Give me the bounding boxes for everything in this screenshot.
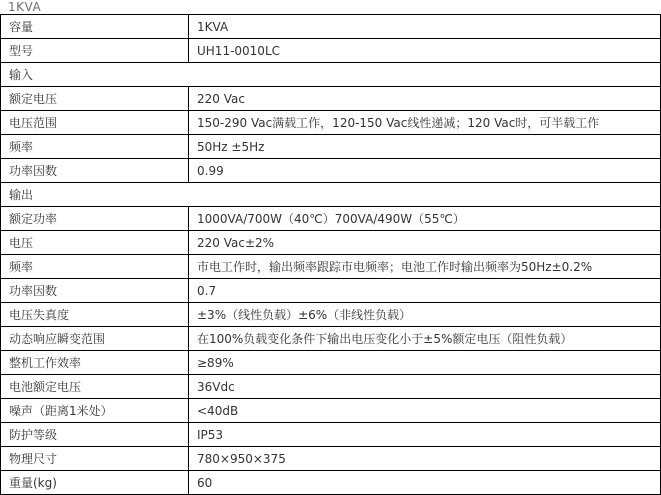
spec-value-cell: IP53 — [189, 423, 661, 447]
spec-row — [1, 279, 661, 303]
spec-value-cell: 150-290 Vac满载工作，120-150 Vac线性递减；120 Vac时，可半载工作 — [189, 111, 661, 135]
spec-row — [1, 39, 661, 63]
spec-table — [0, 14, 661, 495]
spec-label-cell: 额定电压 — [1, 87, 189, 111]
spec-row — [1, 351, 661, 375]
spec-label-cell: 动态响应瞬变范围 — [1, 327, 189, 351]
spec-label-cell: 整机工作效率 — [1, 351, 189, 375]
spec-value-cell: 在100%负载变化条件下输出电压变化小于±5%额定电压（阻性负载） — [189, 327, 661, 351]
spec-label-cell: 频率 — [1, 135, 189, 159]
spec-label-cell: 噪声（距离1米处） — [1, 399, 189, 423]
spec-row — [1, 159, 661, 183]
spec-row — [1, 447, 661, 471]
spec-label-cell: 电池额定电压 — [1, 375, 189, 399]
spec-row — [1, 471, 661, 495]
spec-value-cell: 220 Vac±2% — [189, 231, 661, 255]
spec-label-cell: 防护等级 — [1, 423, 189, 447]
spec-value-cell: ≥89% — [189, 351, 661, 375]
spec-label-cell: 功率因数 — [1, 279, 189, 303]
spec-value-cell: ±3%（线性负载）±6%（非线性负载） — [189, 303, 661, 327]
spec-value-cell: 市电工作时，输出频率跟踪市电频率；电池工作时输出频率为50Hz±0.2% — [189, 255, 661, 279]
section-header-row — [1, 183, 661, 207]
spec-value-cell: <40dB — [189, 399, 661, 423]
spec-row — [1, 399, 661, 423]
spec-label-cell: 额定功率 — [1, 207, 189, 231]
spec-value-cell: 0.99 — [189, 159, 661, 183]
spec-row — [1, 375, 661, 399]
section-header-cell: 输出 — [1, 183, 661, 207]
spec-value-cell: 50Hz ±5Hz — [189, 135, 661, 159]
spec-value-cell: 1000VA/700W（40℃）700VA/490W（55℃） — [189, 207, 661, 231]
spec-row — [1, 207, 661, 231]
spec-value-cell: 220 Vac — [189, 87, 661, 111]
spec-value-cell: UH11-0010LC — [189, 39, 661, 63]
spec-value-cell: 60 — [189, 471, 661, 495]
spec-value-cell: 36Vdc — [189, 375, 661, 399]
spec-label-cell: 物理尺寸 — [1, 447, 189, 471]
spec-label-cell: 功率因数 — [1, 159, 189, 183]
section-header-cell: 输入 — [1, 63, 661, 87]
spec-label-cell: 频率 — [1, 255, 189, 279]
spec-row — [1, 303, 661, 327]
spec-row — [1, 135, 661, 159]
spec-label-cell: 电压范围 — [1, 111, 189, 135]
spec-value-cell: 1KVA — [189, 15, 661, 39]
spec-value-cell: 780×950×375 — [189, 447, 661, 471]
spec-row — [1, 111, 661, 135]
spec-row — [1, 87, 661, 111]
spec-table-body — [1, 15, 661, 495]
page-title: 1KVA — [8, 0, 42, 14]
section-header-row — [1, 63, 661, 87]
spec-label-cell: 电压失真度 — [1, 303, 189, 327]
spec-label-cell: 容量 — [1, 15, 189, 39]
spec-row — [1, 423, 661, 447]
spec-row — [1, 255, 661, 279]
spec-row — [1, 327, 661, 351]
spec-label-cell: 型号 — [1, 39, 189, 63]
spec-row — [1, 15, 661, 39]
spec-label-cell: 电压 — [1, 231, 189, 255]
spec-row — [1, 231, 661, 255]
spec-value-cell: 0.7 — [189, 279, 661, 303]
spec-label-cell: 重量(kg) — [1, 471, 189, 495]
